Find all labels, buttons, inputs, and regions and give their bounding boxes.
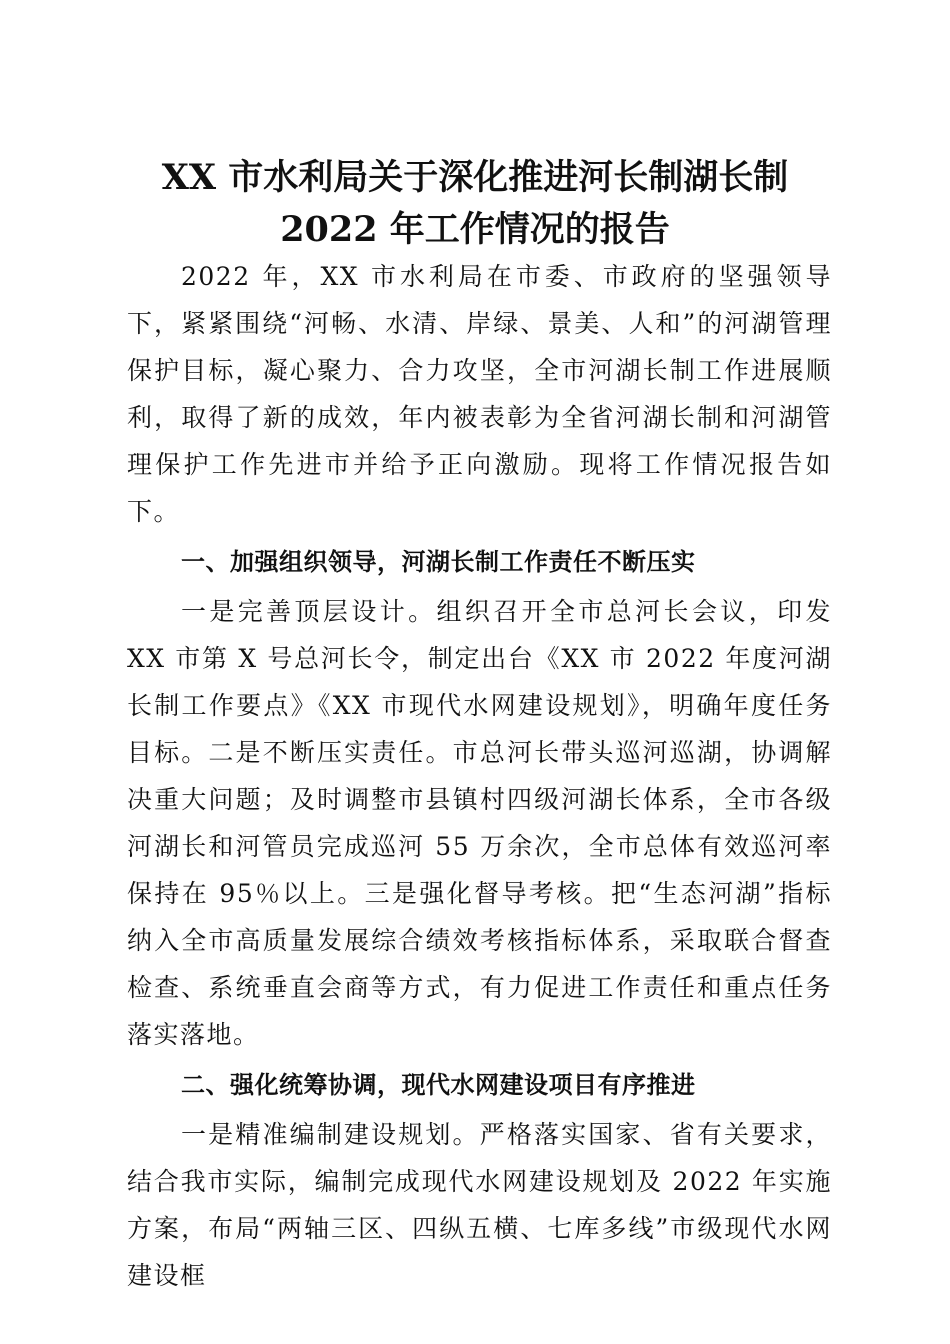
document-title: XX 市水利局关于深化推进河长制湖长制 2022 年工作情况的报告 xyxy=(161,157,789,250)
section-1-paragraph: 一是完善顶层设计。组织召开全市总河长会议，印发 XX 市第 X 号总河长令，制定出台《XX 市 2022 年度河湖长制工作要点》《XX 市现代水网建设规划》，明确年度任务目标。二是不断压实责任。市总河长带头巡河巡湖，协调解决重大问题；及时调整市县镇村四级河湖长体系，全市各级河湖长和河管员完成巡河 55 万余次，全市总体有效巡河率保持在 95％以上。三是强化督导考核。把“生态河湖”指标纳入全市高质量发展综合绩效考核指标体系，采取联合督查检查、系统垂直会商等方式，有力促进工作责任和重点任务落实落地。 xyxy=(127,597,832,1049)
section-2-paragraph: 一是精准编制建设规划。严格落实国家、省有关要求，结合我市实际，编制完成现代水网建设规划及 2022 年实施方案，布局“两轴三区、四纵五横、七库多线”市级现代水网建设框 xyxy=(127,1120,832,1290)
document-body xyxy=(127,253,832,1299)
intro-paragraph: 2022 年，XX 市水利局在市委、市政府的坚强领导下，紧紧围绕“河畅、水清、岸绿、景美、人和”的河湖管理保护目标，凝心聚力、合力攻坚，全市河湖长制工作进展顺利，取得了新的成效，年内被表彰为全省河湖长制和河湖管理保护工作先进市并给予正向激励。现将工作情况报告如下。 xyxy=(127,262,832,526)
section-heading-2: 二、强化统筹协调，现代水网建设项目有序推进 xyxy=(181,1071,696,1099)
section-heading-1: 一、加强组织领导，河湖长制工作责任不断压实 xyxy=(181,548,696,576)
